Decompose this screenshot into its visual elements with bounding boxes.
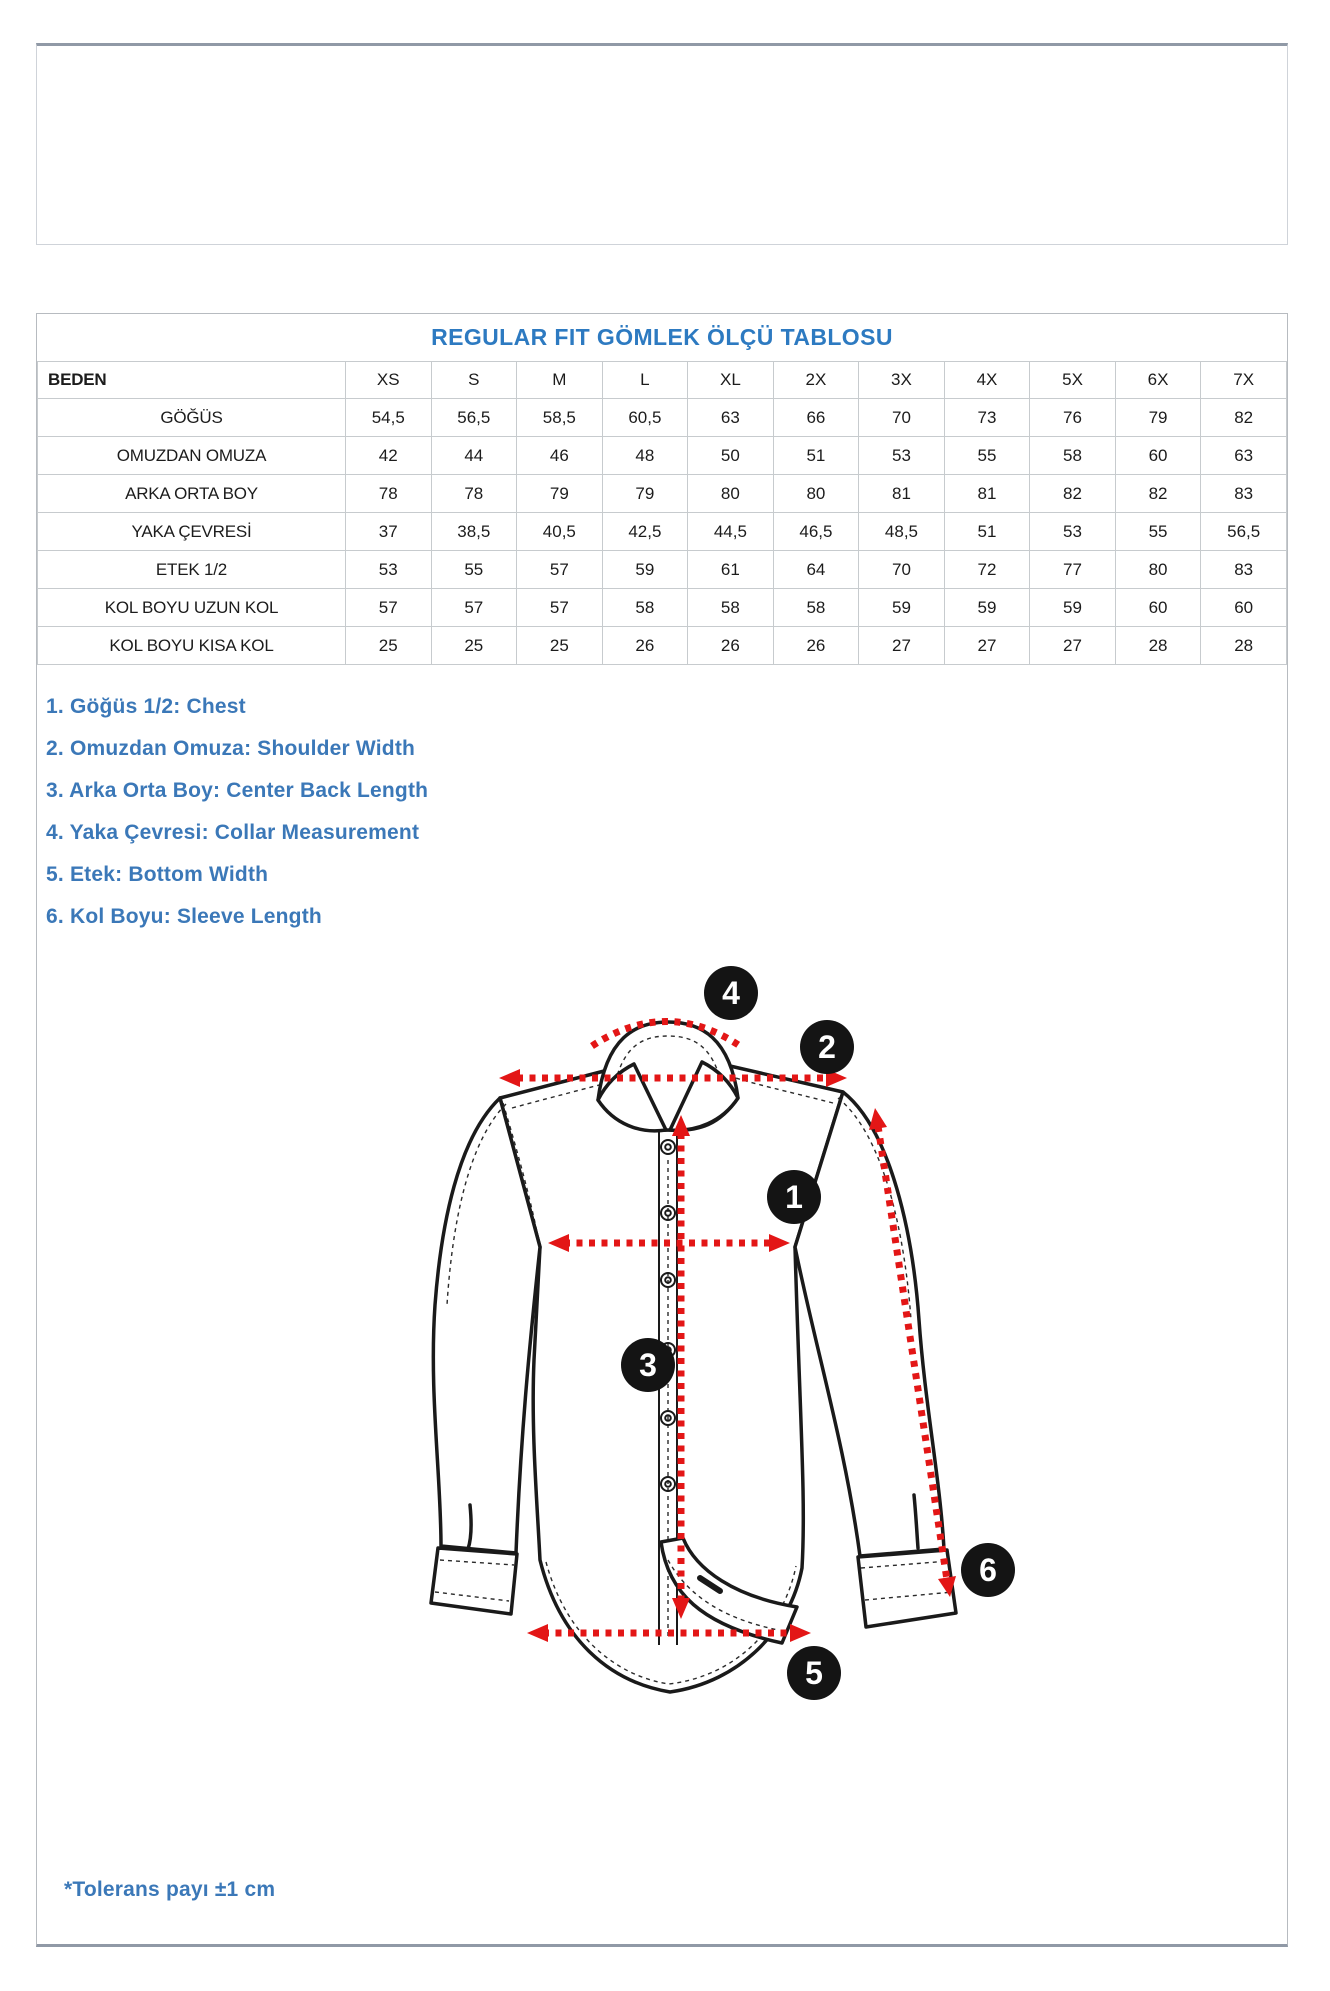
measurement-value: 28 <box>1115 627 1201 665</box>
table-row <box>38 589 1287 627</box>
measurement-value: 79 <box>602 475 688 513</box>
marker-2 <box>800 1020 854 1074</box>
left-cuff <box>431 1548 517 1614</box>
measurement-value: 57 <box>346 589 432 627</box>
measurement-value: 83 <box>1201 551 1287 589</box>
table-row <box>38 551 1287 589</box>
measurement-value: 72 <box>944 551 1030 589</box>
legend-item: 5. Etek: Bottom Width <box>46 863 269 886</box>
tolerance-footnote: *Tolerans payı ±1 cm <box>64 1878 276 1901</box>
measurement-value: 58 <box>1030 437 1116 475</box>
measurement-label: GÖĞÜS <box>38 399 346 437</box>
size-header: M <box>517 362 603 399</box>
marker-1-number: 1 <box>785 1179 803 1215</box>
size-table <box>37 314 1287 665</box>
measurement-value: 66 <box>773 399 859 437</box>
measurement-value: 60 <box>1201 589 1287 627</box>
measurement-value: 58,5 <box>517 399 603 437</box>
measurement-value: 59 <box>602 551 688 589</box>
marker-5-number: 5 <box>805 1655 823 1691</box>
measurement-label: ETEK 1/2 <box>38 551 346 589</box>
measurement-value: 63 <box>688 399 774 437</box>
measurement-value: 57 <box>517 589 603 627</box>
size-header: 3X <box>859 362 945 399</box>
measurement-value: 46,5 <box>773 513 859 551</box>
measurement-value: 55 <box>431 551 517 589</box>
measurement-value: 27 <box>1030 627 1116 665</box>
legend-item: 2. Omuzdan Omuza: Shoulder Width <box>46 737 416 760</box>
measurement-value: 78 <box>346 475 432 513</box>
size-header: 5X <box>1030 362 1116 399</box>
measurement-value: 53 <box>859 437 945 475</box>
measurement-value: 82 <box>1115 475 1201 513</box>
measurement-label: OMUZDAN OMUZA <box>38 437 346 475</box>
measurement-value: 55 <box>1115 513 1201 551</box>
table-row <box>38 437 1287 475</box>
size-header: 7X <box>1201 362 1287 399</box>
measurement-value: 79 <box>1115 399 1201 437</box>
legend-item: 4. Yaka Çevresi: Collar Measurement <box>46 821 420 844</box>
table-header-row <box>38 362 1287 399</box>
size-header: L <box>602 362 688 399</box>
size-header: XL <box>688 362 774 399</box>
measurement-value: 27 <box>944 627 1030 665</box>
measurement-value: 44 <box>431 437 517 475</box>
legend-item: 1. Göğüs 1/2: Chest <box>46 695 246 718</box>
measurement-value: 58 <box>688 589 774 627</box>
measurement-value: 57 <box>431 589 517 627</box>
measurement-value: 25 <box>431 627 517 665</box>
measurement-value: 73 <box>944 399 1030 437</box>
measurement-value: 79 <box>517 475 603 513</box>
measurement-value: 60 <box>1115 437 1201 475</box>
measurement-value: 82 <box>1201 399 1287 437</box>
size-header: XS <box>346 362 432 399</box>
measurement-value: 60,5 <box>602 399 688 437</box>
shirt-body <box>500 1066 843 1692</box>
table-title-row <box>38 314 1287 362</box>
legend-item: 6. Kol Boyu: Sleeve Length <box>46 905 322 928</box>
measurement-value: 55 <box>944 437 1030 475</box>
measurement-value: 61 <box>688 551 774 589</box>
measurement-value: 44,5 <box>688 513 774 551</box>
marker-1 <box>767 1170 821 1224</box>
size-header: 6X <box>1115 362 1201 399</box>
measurement-value: 70 <box>859 399 945 437</box>
measurement-value: 51 <box>773 437 859 475</box>
measurement-value: 80 <box>1115 551 1201 589</box>
measurement-value: 59 <box>944 589 1030 627</box>
marker-2-number: 2 <box>818 1029 836 1065</box>
measurement-label: KOL BOYU UZUN KOL <box>38 589 346 627</box>
measurement-label: ARKA ORTA BOY <box>38 475 346 513</box>
measurement-value: 27 <box>859 627 945 665</box>
measurement-value: 51 <box>944 513 1030 551</box>
marker-3 <box>621 1338 675 1392</box>
measurement-value: 50 <box>688 437 774 475</box>
marker-4 <box>704 966 758 1020</box>
measurement-value: 57 <box>517 551 603 589</box>
table-row <box>38 399 1287 437</box>
measurement-value: 40,5 <box>517 513 603 551</box>
measurement-value: 78 <box>431 475 517 513</box>
shirt-diagram <box>330 950 1040 1710</box>
measurement-value: 38,5 <box>431 513 517 551</box>
size-header: 2X <box>773 362 859 399</box>
marker-3-number: 3 <box>639 1347 657 1383</box>
measurement-value: 26 <box>773 627 859 665</box>
measurement-value: 63 <box>1201 437 1287 475</box>
measurement-value: 26 <box>602 627 688 665</box>
empty-image-placeholder <box>36 43 1288 245</box>
measurement-value: 80 <box>688 475 774 513</box>
measurement-value: 59 <box>1030 589 1116 627</box>
measurement-value: 37 <box>346 513 432 551</box>
size-header: S <box>431 362 517 399</box>
size-header: 4X <box>944 362 1030 399</box>
measurement-value: 77 <box>1030 551 1116 589</box>
measurement-value: 25 <box>346 627 432 665</box>
size-table-body <box>38 399 1287 665</box>
legend <box>46 686 428 938</box>
measurement-value: 46 <box>517 437 603 475</box>
measurement-value: 83 <box>1201 475 1287 513</box>
measurement-value: 42,5 <box>602 513 688 551</box>
measurement-value: 76 <box>1030 399 1116 437</box>
measurement-value: 42 <box>346 437 432 475</box>
measurement-value: 70 <box>859 551 945 589</box>
measurement-value: 53 <box>346 551 432 589</box>
measurement-value: 53 <box>1030 513 1116 551</box>
measurement-value: 48,5 <box>859 513 945 551</box>
measurement-value: 58 <box>602 589 688 627</box>
marker-4-number: 4 <box>722 975 740 1011</box>
measurement-value: 26 <box>688 627 774 665</box>
marker-6-number: 6 <box>979 1552 997 1588</box>
measurement-value: 48 <box>602 437 688 475</box>
table-row <box>38 627 1287 665</box>
measurement-value: 54,5 <box>346 399 432 437</box>
table-row <box>38 513 1287 551</box>
measurement-value: 81 <box>944 475 1030 513</box>
measurement-value: 81 <box>859 475 945 513</box>
marker-6 <box>961 1543 1015 1597</box>
marker-5 <box>787 1646 841 1700</box>
measurement-label: KOL BOYU KISA KOL <box>38 627 346 665</box>
page-title: REGULAR FIT GÖMLEK ÖLÇÜ TABLOSU <box>38 314 1287 362</box>
measurement-value: 59 <box>859 589 945 627</box>
measurement-value: 25 <box>517 627 603 665</box>
size-column-header: BEDEN <box>38 362 346 399</box>
measurement-value: 80 <box>773 475 859 513</box>
measurement-value: 56,5 <box>431 399 517 437</box>
legend-item: 3. Arka Orta Boy: Center Back Length <box>46 779 429 802</box>
measurement-value: 82 <box>1030 475 1116 513</box>
measurement-value: 28 <box>1201 627 1287 665</box>
measurement-value: 64 <box>773 551 859 589</box>
measurement-value: 60 <box>1115 589 1201 627</box>
measurement-value: 58 <box>773 589 859 627</box>
measurement-label: YAKA ÇEVRESİ <box>38 513 346 551</box>
measurement-value: 56,5 <box>1201 513 1287 551</box>
table-row <box>38 475 1287 513</box>
